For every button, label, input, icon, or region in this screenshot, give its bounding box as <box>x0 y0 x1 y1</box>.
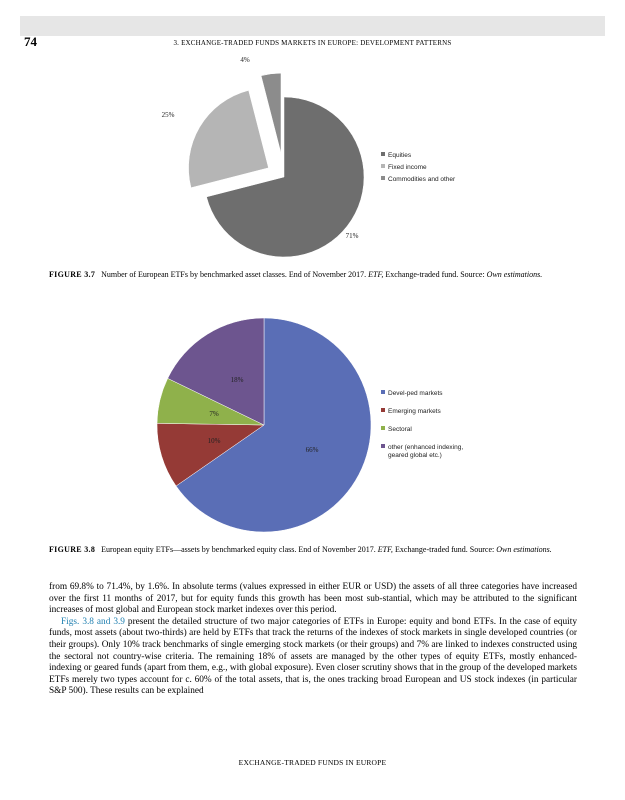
fig38-legend-swatch-sectoral <box>381 426 385 430</box>
body-text <box>49 582 577 698</box>
figure-3-7-caption-source: Own estimations. <box>486 270 543 279</box>
fig38-legend-label-developed-markets: Devel-ped markets <box>388 390 443 397</box>
fig38-legend-swatch-emerging-markets <box>381 408 385 412</box>
fig37-legend-swatch-fixed-income <box>381 164 385 168</box>
figure-3-8-caption-abbrev: ETF, <box>377 545 393 554</box>
paragraph-1: from 69.8% to 71.4%, by 1.6%. In absolute terms (values expressed in either EUR or USD) the assets of all three categories have increased over the first 11 months of 2017, but for equity funds this growth has been most sub-stantial, which may be attributed to the significant increases of most global and European stock market indexes over this period. <box>49 582 577 616</box>
fig37-data-label-commodities-and-other: 4% <box>240 56 250 64</box>
figures-link[interactable]: Figs. 3.8 and 3.9 <box>61 616 125 627</box>
figure-3-7-legend <box>381 152 456 183</box>
figure-3-8-caption-label: FIGURE 3.8 <box>49 545 96 554</box>
fig38-data-label-sectoral: 7% <box>209 410 219 418</box>
fig38-legend-swatch-developed-markets <box>381 390 385 394</box>
fig37-slice-fixed-income <box>189 90 269 187</box>
figure-3-8-caption <box>49 545 577 555</box>
fig37-data-label-fixed-income: 25% <box>161 111 175 119</box>
fig37-legend-swatch-equities <box>381 152 385 156</box>
figure-3-8-pie-chart <box>157 318 371 532</box>
figure-3-8-legend <box>381 390 463 459</box>
figure-3-7-pie-chart <box>162 56 364 257</box>
fig38-data-label-developed-markets: 66% <box>305 446 319 454</box>
fig38-legend-label-sectoral: Sectoral <box>388 426 412 433</box>
figure-3-8-caption-rest: Exchange-traded fund. Source: <box>394 545 495 554</box>
fig38-data-label-other-enhanced-indexing-geared-global-etc: 18% <box>230 376 244 384</box>
figure-3-8-caption-text: European equity ETFs—assets by benchmarked equity class. End of November 2017. <box>101 545 376 554</box>
fig37-legend-label-equities: Equities <box>388 152 412 159</box>
fig37-legend-swatch-commodities-and-other <box>381 176 385 180</box>
figure-3-7-caption <box>49 270 577 280</box>
paragraph-2 <box>49 617 577 698</box>
figure-3-7-caption-label: FIGURE 3.7 <box>49 270 96 279</box>
figure-3-7-caption-rest: Exchange-traded fund. Source: <box>385 270 485 279</box>
fig38-data-label-emerging-markets: 10% <box>207 437 221 445</box>
fig38-legend-swatch-other-enhanced-indexing-geared-global-etc <box>381 444 385 448</box>
figure-3-8-caption-source: Own estimations. <box>496 545 552 554</box>
figure-3-7-caption-text: Number of European ETFs by benchmarked asset classes. End of November 2017. <box>101 270 367 279</box>
fig38-legend-label-other-enhanced-indexing-geared-global-etc: other (enhanced indexing, geared global etc.) <box>388 444 464 459</box>
figure-3-7-caption-abbrev: ETF, <box>368 270 384 279</box>
fig37-legend-label-fixed-income: Fixed income <box>388 164 427 171</box>
running-head: 3. EXCHANGE-TRADED FUNDS MARKETS IN EUROPE: DEVELOPMENT PATTERNS <box>173 39 452 47</box>
page-number: 74 <box>24 34 37 49</box>
paragraph-2-text: present the detailed structure of two major categories of ETFs in Europe: equity and bond ETFs. In the case of equity funds, most assets (about two-thirds) are held by ETFs that track the returns of the indexes of stock markets in single developed countries (or their groups). Only 10% track benchmarks of single emerging stock markets (or their groups) and 7% are linked to indexes constructed using the sectoral not country-wise criteria. The remaining 18% of assets are managed by the other types of equity ETFs, mostly enhanced-indexing or geared funds (apart from them, e.g., with global exposure). Even closer scrutiny shows that in the group of the developed markets ETFs merely two types account for c. 60% of the total assets, that is, the ones tracking broad European and US stock indexes (in particular S&P 500). These results can be explained <box>49 616 577 697</box>
fig37-legend-label-commodities-and-other: Commodities and other <box>388 176 456 183</box>
fig37-slice-commodities-and-other <box>261 73 281 153</box>
fig37-data-label-equities: 71% <box>345 232 359 240</box>
fig38-legend-label-emerging-markets: Emerging markets <box>388 408 441 415</box>
footer: EXCHANGE-TRADED FUNDS IN EUROPE <box>238 758 387 767</box>
